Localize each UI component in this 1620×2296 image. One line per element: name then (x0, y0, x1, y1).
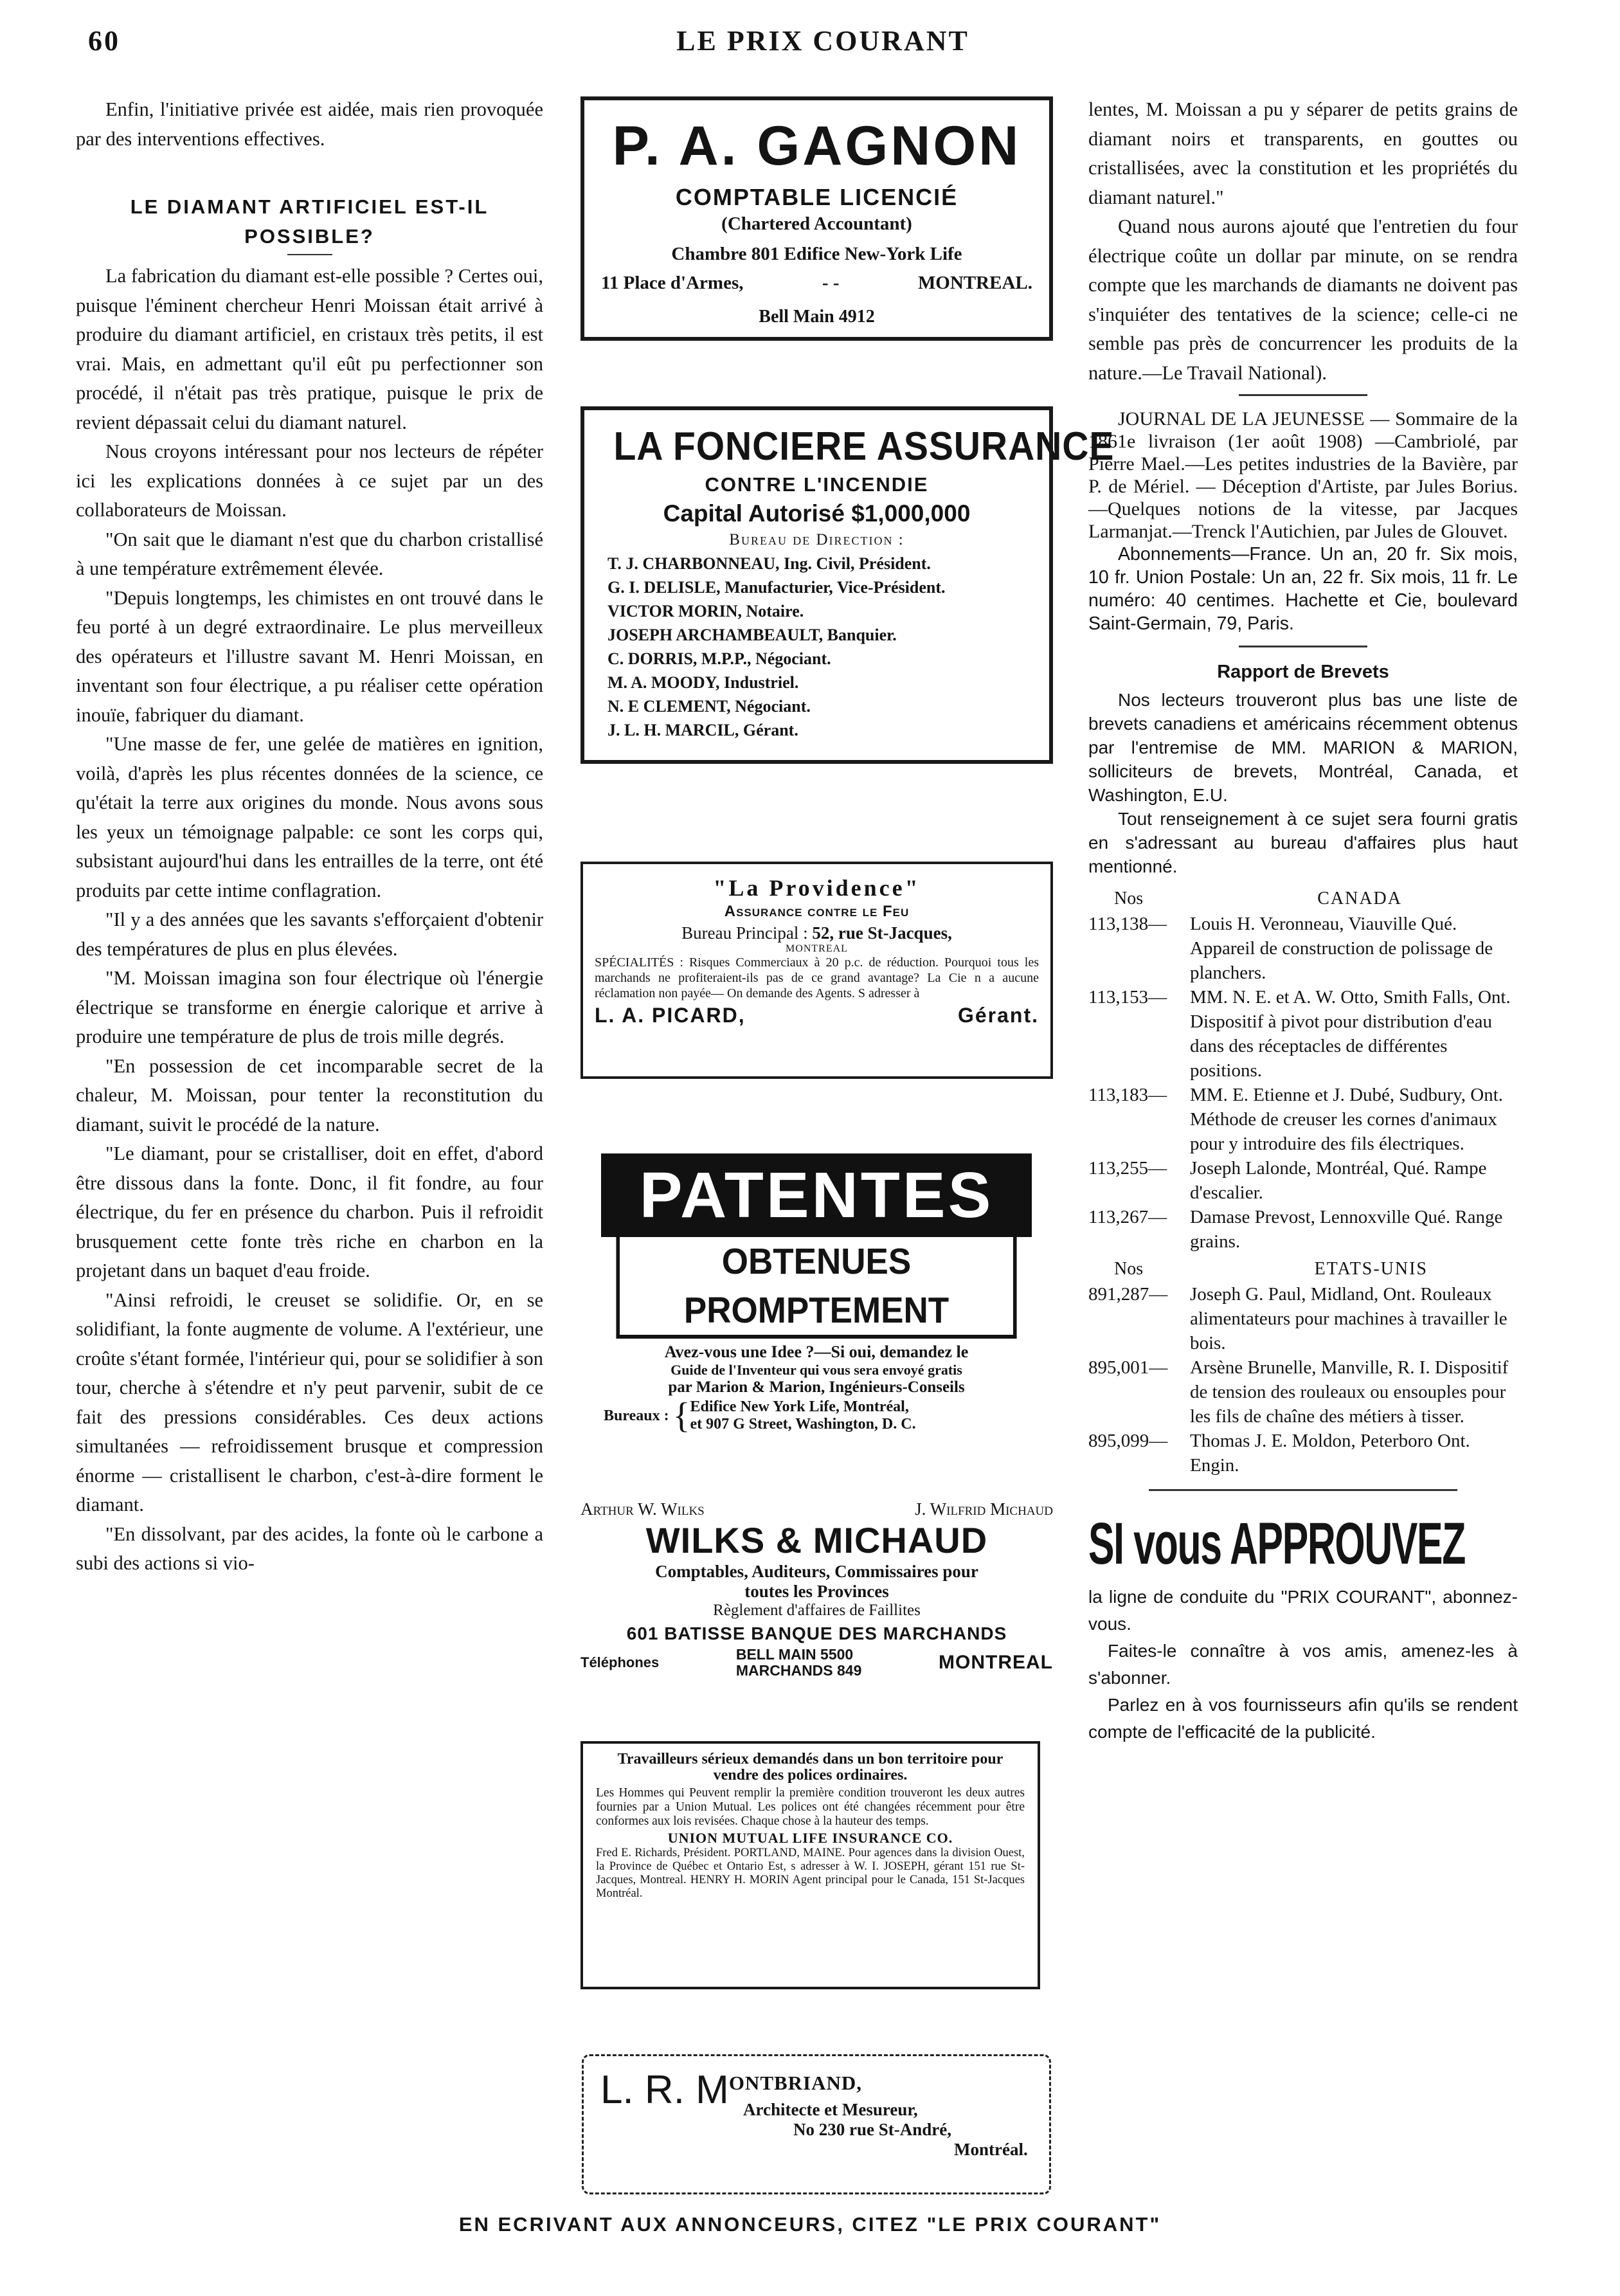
montbriand-line2: No 230 rue St-André, (793, 2120, 951, 2139)
fonciere-member: C. DORRIS, M.P.P., Négociant. (608, 649, 831, 668)
brevets-intro2: Tout renseignement à ce sujet sera fourni gratis en s'adressant au bureau d'affaires plus haut mentionné. (1088, 809, 1518, 876)
patent-entry (1088, 985, 1518, 1083)
ad-providence (580, 862, 1053, 1079)
providence-sub: Assurance contre le Feu (724, 903, 910, 920)
si-text1: la ligne de conduite du "PRIX COURANT", abonnez-vous. (1088, 1587, 1518, 1634)
us-nos-label: Nos (1114, 1259, 1144, 1279)
right-cont-text: lentes, M. Moissan a pu y séparer de petits grains de diamant noirs et transparents, en gouttes ou cristallisées, avec la constitution et les propriétés du diamant naturel." (1088, 98, 1518, 208)
patent-entry (1088, 1156, 1518, 1205)
divider-3 (1149, 1489, 1457, 1491)
montbriand-rest: ONTBRIAND, (728, 2072, 863, 2094)
wilks-line3: Règlement d'affaires de Faillites (713, 1602, 921, 1619)
article-paragraph: "Depuis longtemps, les chimistes en ont trouvé dans le feu porté à un degré extraordinaire. Le plus merveilleux des opérateurs et l'illustre savant M. Henri Moissan, en inventant son four électrique, a pu réaliser cette opération inouïe, fabriquer du diamant. (76, 586, 543, 726)
montbriand-line1: Architecte et Mesureur, (743, 2100, 918, 2119)
wilks-names (580, 1499, 1053, 1519)
article-paragraph: "Une masse de fer, une gelée de matières en ignition, voilà, d'après les plus récentes données de la science, ce qu'était la terre aux origines du monde. Nous avons sous les yeux un témoignage palpable: ce sont les corps qui, subsistant aujourd'hui dans les entrailles de la terre, ont été produits par cette intime conflagration. (76, 733, 543, 901)
divider-2 (1239, 646, 1367, 647)
us-label: ETATS-UNIS (1314, 1259, 1428, 1279)
providence-name: "La Providence" (713, 875, 921, 901)
canada-heading (1088, 889, 1518, 909)
fonciere-member: VICTOR MORIN, Notaire. (608, 602, 804, 620)
wilks-tel-label: Téléphones (580, 1654, 660, 1670)
fonciere-members (596, 552, 1038, 742)
montbriand-line3: Montréal. (954, 2140, 1028, 2159)
patent-description: Joseph G. Paul, Midland, Ont. Rouleaux alimentateurs pour machines à travailler le bois. (1190, 1284, 1508, 1353)
patentes-bureaux (601, 1398, 1032, 1434)
fonciere-sub: CONTRE L'INCENDIE (705, 473, 929, 496)
gagnon-name: P. A. GAGNON (612, 115, 1022, 177)
article-paragraph: "On sait que le diamant n'est que du charbon cristallisé à une température extrêmement élevée. (76, 528, 543, 579)
us-heading (1088, 1259, 1518, 1279)
um-body: Les Hommes qui Peuvent remplir la première condition trouveront les deux autres fournies par a Union Mutual. Les polices ont été changées récemment pour être conformes aux lois revisées. Chaque chose à la hauteur des temps. (596, 1786, 1025, 1828)
fonciere-member: G. I. DELISLE, Manufacturier, Vice-Président. (608, 578, 946, 597)
fonciere-capital: Capital Autorisé $1,000,000 (663, 500, 971, 527)
fonciere-member: J. L. H. MARCIL, Gérant. (608, 721, 798, 739)
right-cont-text2: Quand nous aurons ajouté que l'entretien du four électrique coûte un dollar par minute, on se rendra compte que les marchands de diamants ne doivent pas s'inquiéter des tentatives de la science; celle-ci ne semble pas près de concurrencer les produits de la nature.—Le Travail National). (1088, 215, 1518, 384)
patent-entry (1088, 1083, 1518, 1156)
patentes-sub: OBTENUES PROMPTEMENT (616, 1237, 1016, 1339)
ad-montbriand (582, 2054, 1051, 2194)
ad-wilks (580, 1499, 1053, 1692)
ad-fonciere (580, 406, 1115, 764)
patent-number: 895,001— (1088, 1357, 1168, 1378)
providence-bureau-addr: 52, rue St-Jacques, (812, 923, 952, 943)
providence-agent-title: Gérant. (957, 1004, 1039, 1027)
ad-union-mutual (580, 1741, 1040, 1989)
divider-1 (1239, 394, 1367, 396)
patentes-line2: Guide de l'Inventeur qui vous sera envoyé gratis (670, 1362, 962, 1378)
article-body (76, 262, 543, 1578)
um-company: UNION MUTUAL LIFE INSURANCE CO. (667, 1830, 953, 1846)
ad-patentes (601, 1153, 1032, 1436)
fonciere-member: JOSEPH ARCHAMBEAULT, Banquier. (608, 626, 897, 644)
providence-city: MONTREAL (786, 943, 848, 954)
patent-number: 891,287— (1088, 1284, 1168, 1305)
patent-number: 113,138— (1088, 914, 1167, 934)
left-column (76, 95, 543, 1578)
brevets-title: Rapport de Brevets (1217, 662, 1389, 682)
right-column (1088, 95, 1518, 1746)
footer-text: EN ECRIVANT AUX ANNONCEURS, CITEZ "LE PRIX COURANT" (458, 2213, 1162, 2236)
patent-description: MM. N. E. et A. W. Otto, Smith Falls, Ont. Dispositif à pivot pour distribution d'eau dans des réceptacles de différentes positions. (1190, 987, 1511, 1081)
si-text2: Faites-le connaître à vos amis, amenez-les à s'abonner. (1088, 1641, 1518, 1688)
patent-number: 113,255— (1088, 1158, 1167, 1179)
montbriand-initials: L. R. M (600, 2068, 729, 2112)
patent-description: Joseph Lalonde, Montréal, Qué. Rampe d'escalier. (1190, 1158, 1487, 1203)
article-paragraph: "Il y a des années que les savants s'efforçaient d'obtenir des températures de plus en plus élevées. (76, 908, 543, 960)
us-list (1088, 1282, 1518, 1478)
intro-text: Enfin, l'initiative privée est aidée, mais rien provoquée par des interventions effectives. (76, 98, 543, 150)
patent-number: 113,267— (1088, 1207, 1167, 1227)
patentes-line3: par Marion & Marion, Ingénieurs-Conseils (668, 1379, 965, 1396)
patent-description: Thomas J. E. Moldon, Peterboro Ont. Engin. (1190, 1431, 1470, 1476)
patentes-bureaux-label: Bureaux : (604, 1407, 669, 1424)
page-number: 60 (88, 25, 120, 57)
gagnon-line1: Chambre 801 Edifice New-York Life (671, 244, 962, 264)
patent-entry (1088, 1205, 1518, 1254)
article-paragraph: Nous croyons intéressant pour nos lecteurs de répéter ici les explications données à ce sujet par un des collaborateurs de Moissan. (76, 440, 543, 521)
wilks-name-left: Arthur W. Wilks (580, 1499, 705, 1519)
canada-list (1088, 912, 1518, 1254)
patent-entry (1088, 1429, 1518, 1478)
gagnon-addr-right: MONTREAL. (917, 273, 1032, 293)
fonciere-member: M. A. MOODY, Industriel. (608, 673, 799, 692)
um-head: Travailleurs sérieux demandés dans un bon territoire pour vendre des polices ordinaires. (617, 1751, 1004, 1784)
patent-entry (1088, 1355, 1518, 1429)
providence-agent-row (595, 1004, 1039, 1027)
fonciere-member: T. J. CHARBONNEAU, Ing. Civil, Président. (608, 554, 931, 573)
fonciere-member: N. E CLEMENT, Négociant. (608, 697, 811, 716)
journal-text: JOURNAL DE LA JEUNESSE — Sommaire de la 1861e livraison (1er août 1908) —Cambriolé, par Pierre Mael.—Les petites industries de la Bavière, par P. de Mériel. — Déception d'Artiste, par Jules Borius.—Quelques notions de la vitesse, par Jacques Larmanjat.—Trenck l'Autichien, par Jules de Glouvet. (1088, 408, 1518, 542)
providence-bureau (595, 923, 1039, 943)
providence-agent: L. A. PICARD, (595, 1004, 746, 1027)
page-title: LE PRIX COURANT (676, 25, 969, 57)
patentes-bureau1: Edifice New York Life, Montréal, (690, 1398, 909, 1415)
providence-specialites: SPÉCIALITÉS : Risques Commerciaux à 20 p.c. de réduction. Pourquoi tous les marchands ne profiteraient-ils pas de ce grand avantage? La Cie n a aucune réclamation non payée— On demande des Agents. S adresser à (595, 955, 1039, 1000)
patent-description: Arsène Brunelle, Manville, R. I. Dispositif de tension des rouleaux ou ensouples pour les fils de chaîne des métiers à tisser. (1190, 1357, 1509, 1427)
wilks-line1: Comptables, Auditeurs, Commissaires pour (655, 1562, 978, 1581)
fonciere-bureau: Bureau de Direction : (729, 531, 905, 548)
wilks-tel1: BELL MAIN 5500 (735, 1646, 854, 1663)
gagnon-subtitle: (Chartered Accountant) (721, 213, 912, 234)
si-text3: Parlez en à vos fournisseurs afin qu'ils se rendent compte de l'efficacité de la publicité. (1088, 1695, 1518, 1742)
patent-description: Damase Prevost, Lennoxville Qué. Range grains. (1190, 1207, 1503, 1252)
brevets-intro: Nos lecteurs trouveront plus bas une liste de brevets canadiens et américains récemment obtenus par l'entremise de MM. MARION & MARION, solliciteurs de brevets, Montréal, Canada, et Washington, E.U. (1088, 690, 1518, 805)
canada-label: CANADA (1317, 889, 1402, 908)
article-paragraph: "En dissolvant, par des acides, la fonte où le carbone a subi des actions si vio- (76, 1523, 543, 1574)
wilks-tel-row (580, 1647, 1053, 1679)
gagnon-title: COMPTABLE LICENCIÉ (675, 184, 959, 210)
um-footer: Fred E. Richards, Président. PORTLAND, MAINE. Pour agences dans la division Ouest, la Province de Québec et Ontario Est, s adresser à W. I. JOSEPH, gérant 151 rue St-Jacques, Montreal. HENRY H. MORIN Agent principal pour le Canada, 151 St-Jacques Montréal. (596, 1847, 1025, 1900)
gagnon-addr-left: 11 Place d'Armes, (601, 273, 744, 293)
patent-number: 895,099— (1088, 1431, 1168, 1451)
patentes-bureau2: et 907 G Street, Washington, D. C. (690, 1416, 916, 1433)
canada-nos-label: Nos (1114, 889, 1144, 908)
wilks-line2: toutes les Provinces (744, 1582, 889, 1601)
title-dash (287, 254, 332, 255)
patent-number: 113,153— (1088, 987, 1167, 1008)
wilks-line4: 601 BATISSE BANQUE DES MARCHANDS (626, 1623, 1007, 1643)
article-paragraph: "Ainsi refroidi, le creuset se solidifie. Or, en se solidifiant, la fonte augmente de volume. A l'extérieur, une croûte s'étant formée, l'intérieur qui, pour se solidifier à son tour, cherche à s'étendre et n'y peut parvenir, subit de ce fait des pressions considérables. Ces deux actions simultanées — refroidissement brusque et compression énorme — cristallisent le charbon, c'est-à-dire forment le diamant. (76, 1288, 543, 1515)
brace-icon: { (672, 1396, 690, 1436)
si-vous-approuvez: SI vous APPROUVEZ (1088, 1511, 1466, 1577)
wilks-firm: WILKS & MICHAUD (645, 1520, 988, 1560)
wilks-name-right: J. Wilfrid Michaud (915, 1499, 1053, 1519)
ad-gagnon (580, 96, 1053, 341)
wilks-tel2: MARCHANDS 849 (735, 1662, 862, 1679)
gagnon-address (597, 273, 1036, 294)
section-title: LE DIAMANT ARTIFICIEL EST-IL POSSIBLE? (130, 195, 489, 248)
article-paragraph: "Le diamant, pour se cristalliser, doit en effet, d'abord être dissous dans la fonte. Donc, il fit fondre, au four électrique, du fer en présence du charbon. Puis il refroidit brusquement cette fonte très riche en charbon en la projetant dans un baquet d'eau froide. (76, 1143, 543, 1281)
gagnon-phone: Bell Main 4912 (759, 307, 875, 327)
wilks-city: MONTREAL (939, 1652, 1053, 1673)
article-paragraph: "En possession de cet incomparable secret de la chaleur, M. Moissan, pour tenter la reconstitution du diamant, suivit le procédé de la nature. (76, 1054, 543, 1135)
article-paragraph: La fabrication du diamant est-elle possible ? Certes oui, puisque l'éminent chercheur Henri Moissan était arrivé à produire du diamant artificiel, en cristaux très petits, il est vrai. Mais, en admettant qu'il eût pu perfectionner son procédé, il n'était pas très pratique, puisque le prix de revient dépassait celui du diamant naturel. (76, 265, 543, 433)
fonciere-name: LA FONCIERE ASSURANCE (613, 424, 1115, 469)
patent-description: Louis H. Veronneau, Viauville Qué. Appareil de construction de polissage de planchers. (1190, 914, 1493, 983)
journal-text2: Abonnements—France. Un an, 20 fr. Six mois, 10 fr. Union Postale: Un an, 22 fr. Six mois, 11 fr. Le numéro: 40 centimes. Hachette et Cie, boulevard Saint-Germain, 79, Paris. (1088, 544, 1518, 634)
article-paragraph: "M. Moissan imagina son four électrique où l'énergie électrique se transforme en énergie calorique et arrive à produire une température de plus de trois mille degrés. (76, 967, 543, 1047)
patentes-title: PATENTES (601, 1153, 1032, 1237)
patent-description: MM. E. Etienne et J. Dubé, Sudbury, Ont. Méthode de creuser les cornes d'animaux pour y introduire des fils électriques. (1190, 1085, 1504, 1154)
patent-number: 113,183— (1088, 1085, 1167, 1105)
gagnon-addr-dots: - - (822, 273, 840, 293)
patent-entry (1088, 912, 1518, 985)
patent-entry (1088, 1282, 1518, 1355)
providence-bureau-label: Bureau Principal : (681, 923, 808, 943)
patentes-line1: Avez-vous une Idee ?—Si oui, demandez le (664, 1342, 969, 1361)
